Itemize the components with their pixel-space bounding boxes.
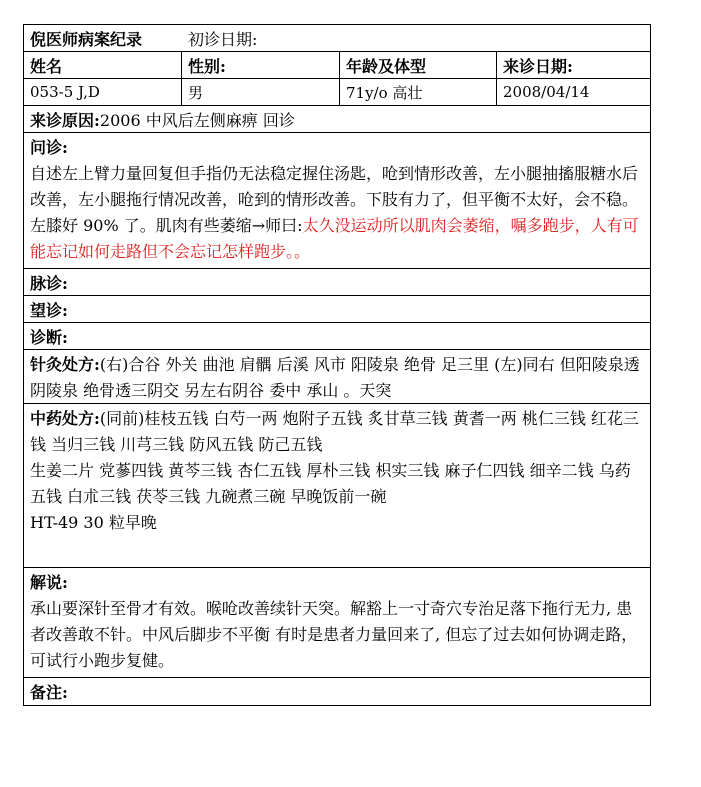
reason-label: 来诊原因:: [30, 110, 100, 130]
record-title: 倪医师病案纪录: [30, 29, 143, 49]
observation-row: [24, 296, 650, 323]
gender-header: 性别:: [182, 52, 340, 78]
inquiry-red-note: 太久没运动所以肌肉会萎缩，嘱多跑步，人有可能忘记如何走路但不会忘记怎样跑步。。: [30, 216, 639, 261]
reason-text: 2006 中风后左侧麻痹 回诊: [99, 110, 295, 130]
acupuncture-label: 针灸处方:: [30, 355, 100, 374]
visit-date-header: 来诊日期:: [503, 56, 573, 76]
explanation-text: 承山要深针至骨才有效。喉呛改善续针天突。解豁上一寸奇穴专治足落下拖行无力, 患者改善敢不针。中风后脚步不平衡 有时是患者力量回来了, 但忘了过去如何协调走路，可试行小跑步复健。: [30, 599, 638, 670]
age-build-header: 年龄及体型: [340, 52, 497, 78]
inquiry-text: 自述左上臂力量回复但手指仍无法稳定握住汤匙，呛到情形改善，左小腿抽搐服糖水后改善，左小腿拖行情况改善，呛到的情形改善。下肢有力了，但平衡不太好，会不稳。左膝好 90% 了。肌肉有些萎缩: [30, 164, 639, 235]
observation-label: 望诊:: [30, 300, 68, 320]
remarks-label: 备注:: [30, 683, 68, 702]
patient-value-row: [24, 79, 650, 106]
acupuncture-row: [24, 350, 650, 404]
inquiry-row: [24, 133, 650, 269]
pulse-row: [24, 269, 650, 296]
inquiry-label: 问诊:: [30, 138, 68, 157]
patient-id-value: 053-5 J,D: [24, 79, 182, 105]
diagnosis-label: 诊断:: [30, 327, 68, 347]
diagnosis-row: [24, 323, 650, 350]
case-record-table: [23, 24, 651, 706]
teacher-said: 师曰:: [265, 216, 303, 235]
first-visit-date-label: 初诊日期:: [188, 29, 258, 49]
herbal-line-3: HT-49 30 粒早晚: [30, 513, 157, 532]
right-arrow-icon: →: [251, 216, 266, 235]
herbal-line-2: 生姜二片 党蔘四钱 黄芩三钱 杏仁五钱 厚朴三钱 枳实三钱 麻子仁四钱 细辛二钱 乌药五钱 白朮三钱 茯苓三钱 九碗煮三碗 早晚饭前一碗: [30, 461, 631, 506]
visit-date-value: 2008/04/14: [503, 83, 590, 101]
pulse-label: 脉诊:: [30, 273, 68, 293]
explanation-row: [24, 568, 650, 678]
herbal-line-1: [30, 406, 644, 458]
explanation-label: 解说:: [30, 573, 68, 592]
herbal-text-1: (同前)桂枝五钱 白芍一两 炮附子五钱 炙甘草三钱 黄耆一两 桃仁三钱 红花三钱 当归三钱 川芎三钱 防风五钱 防己五钱: [30, 409, 639, 454]
remarks-row: [24, 678, 650, 705]
reason-row: [24, 106, 650, 133]
patient-header-row: [24, 52, 650, 79]
acupuncture-text: (右)合谷 外关 曲池 肩髃 后溪 风市 阳陵泉 绝骨 足三里 (左)同右 但阳陵泉透阴陵泉 绝骨透三阴交 另左右阴谷 委中 承山 。天突: [30, 355, 640, 400]
title-row: [24, 25, 650, 52]
gender-value: 男: [182, 79, 340, 105]
herbal-label: 中药处方:: [30, 409, 100, 428]
name-header: 姓名: [24, 52, 182, 78]
herbal-row: [24, 404, 650, 568]
age-build-value: 71y/o 高壮: [340, 79, 497, 105]
inquiry-body: [30, 161, 644, 265]
